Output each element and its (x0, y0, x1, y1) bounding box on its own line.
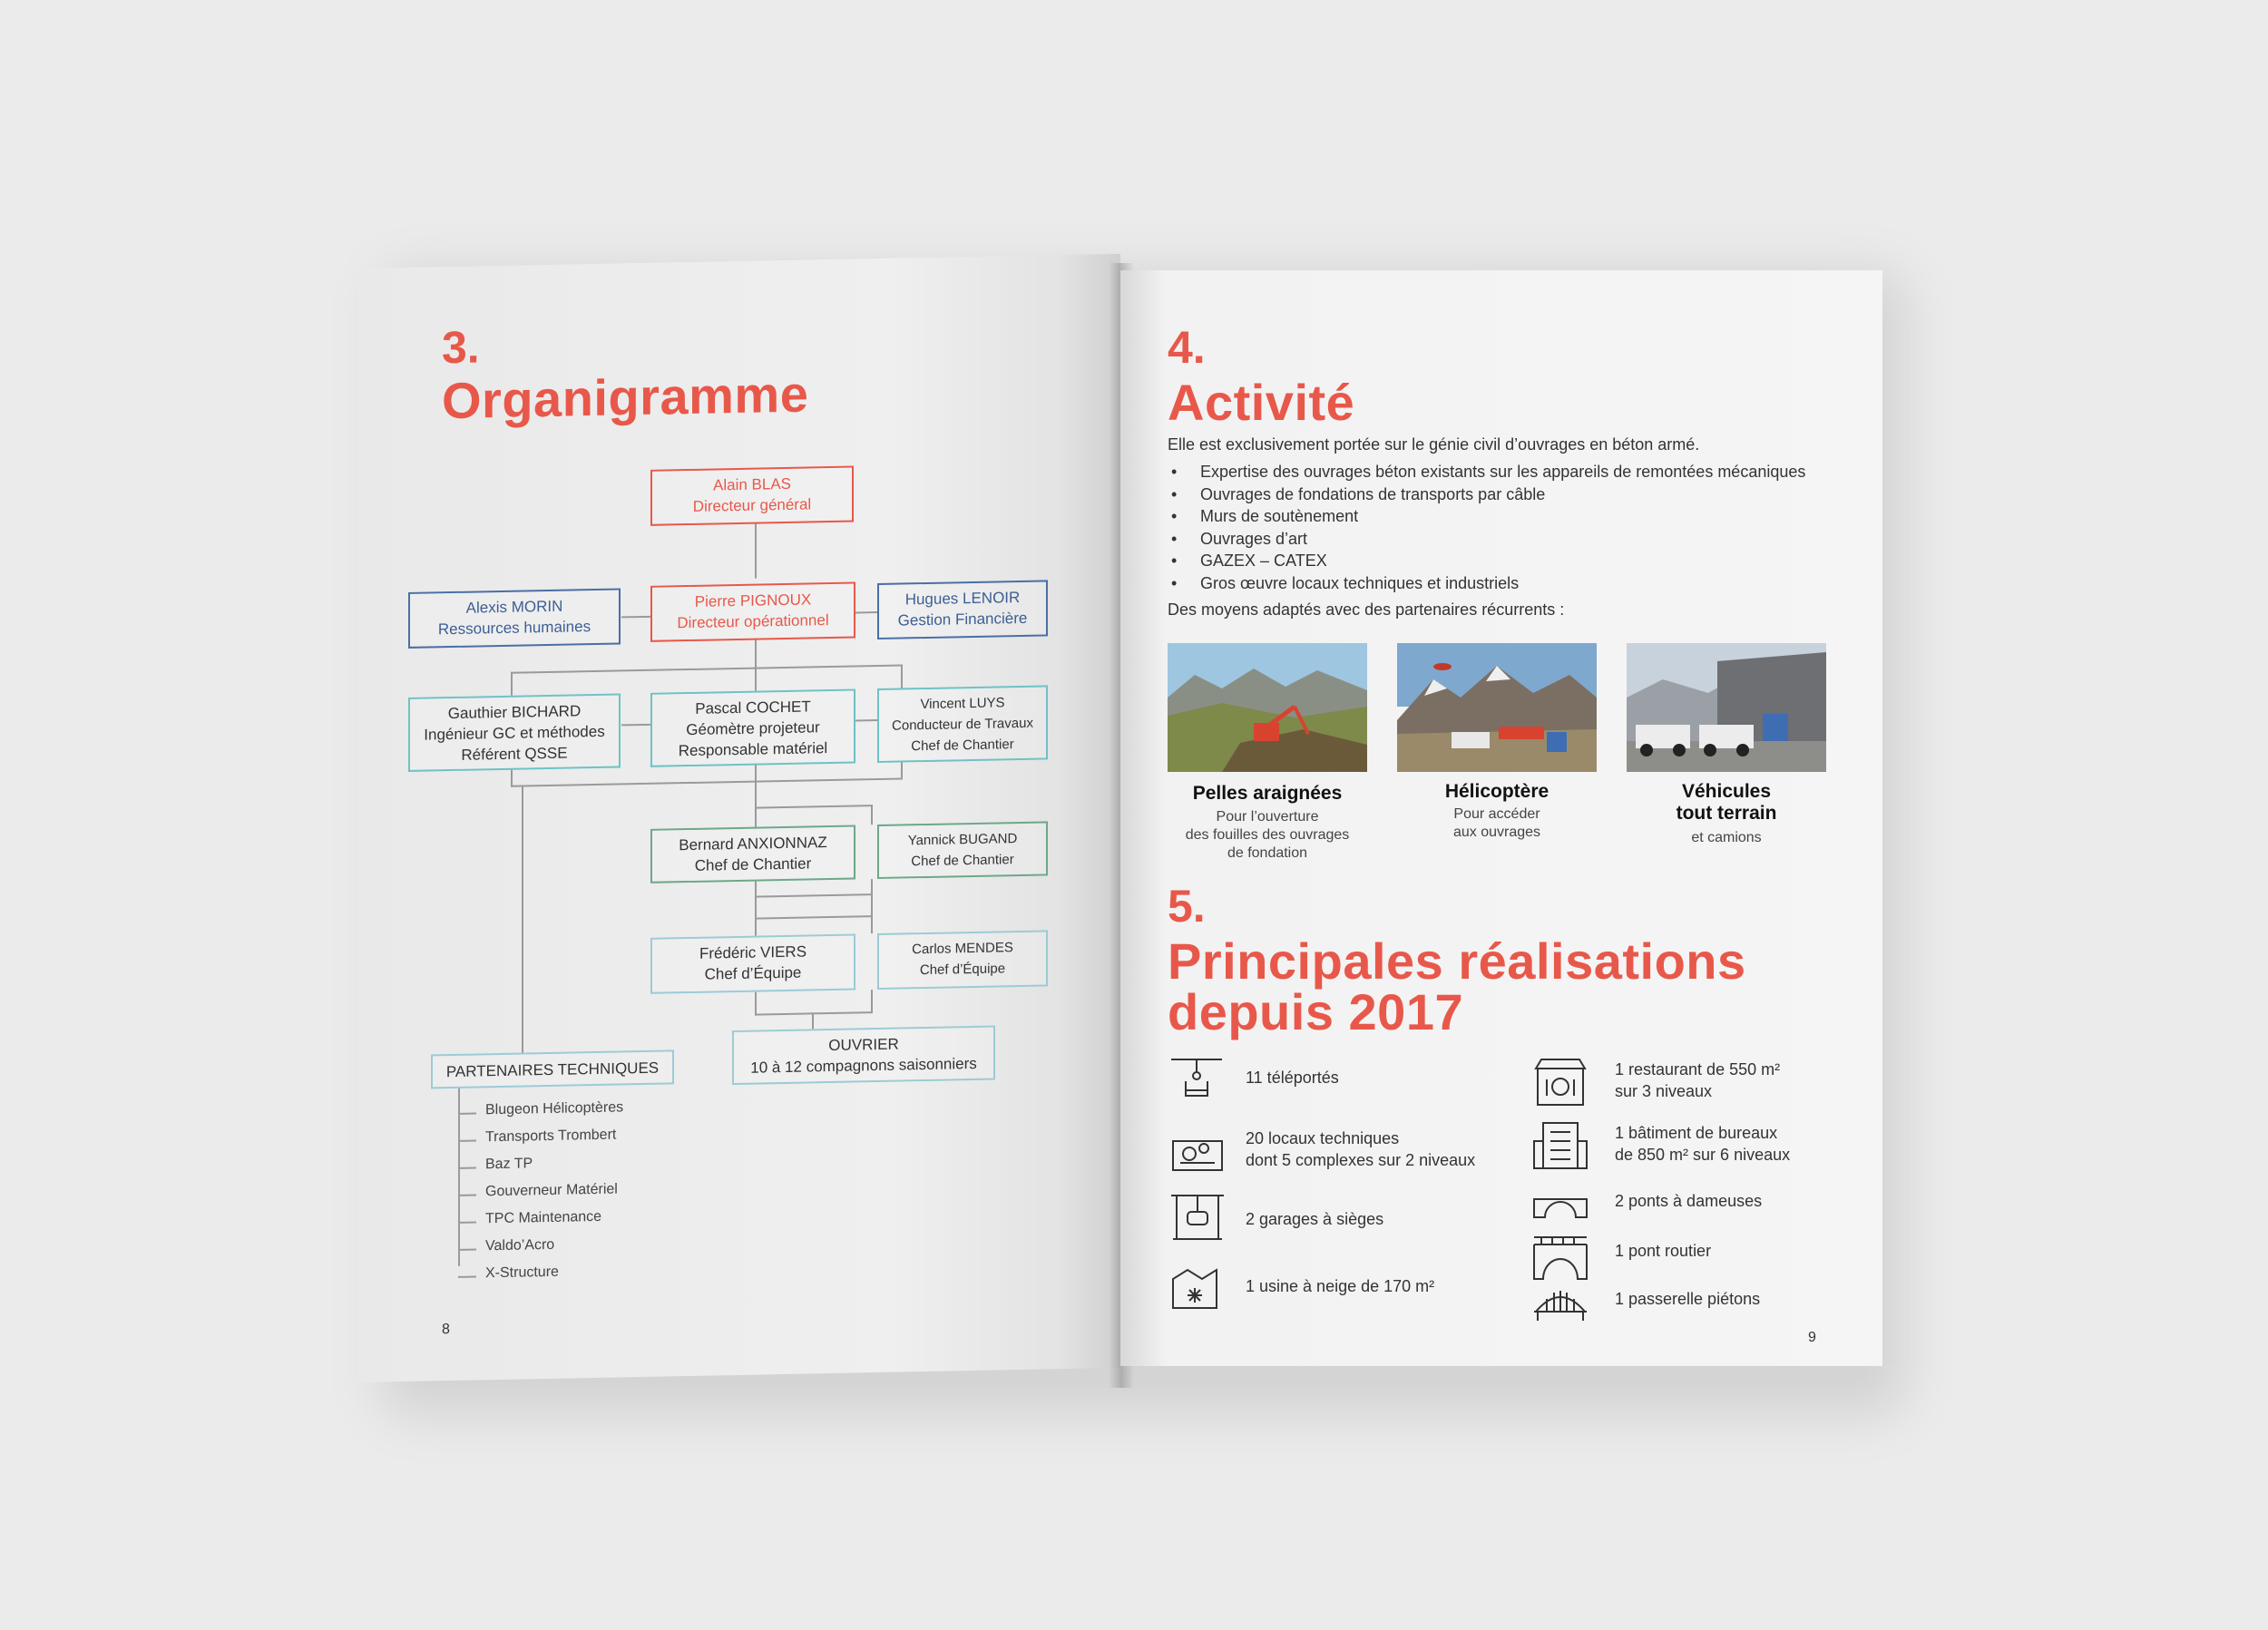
bullet-item: • Expertise des ouvrages béton existants sur les appareils de remontées mécaniques (1168, 461, 1805, 483)
org-box-ouvrier: OUVRIER 10 à 12 compagnons saisonniers (732, 1026, 995, 1086)
chairlift-icon (1168, 1054, 1227, 1107)
realisation-item: 1 pont routier (1615, 1242, 1712, 1260)
section-5-title: Principales réalisations depuis 2017 (1168, 932, 1746, 1040)
restaurant-icon (1530, 1056, 1590, 1108)
photo-spider-excavator (1168, 643, 1367, 772)
partner-item: X-Structure (485, 1264, 559, 1282)
org-box-bichard: Gauthier BICHARD Ingénieur GC et méthodes Référent QSSE (408, 693, 621, 771)
realisation-item: 1 usine à neige de 170 m² (1246, 1277, 1435, 1295)
realisation-item: 20 locaux techniques dont 5 complexes sur 2 niveaux (1246, 1129, 1476, 1169)
bullet-item: • Gros œuvre locaux techniques et industriels (1168, 572, 1805, 595)
means-sub-1: Pour l’ouverture des fouilles des ouvrages de fondation (1185, 809, 1350, 861)
means-title-3: Véhicules tout terrain (1676, 781, 1777, 824)
org-box-anxionnaz: Bernard ANXIONNAZ Chef de Chantier (650, 825, 855, 883)
page-number-right: 9 (1808, 1330, 1816, 1345)
bullet-item: • Murs de soutènement (1168, 505, 1805, 528)
partner-item: Transports Trombert (485, 1127, 617, 1146)
realisation-item: 1 bâtiment de bureaux de 850 m² sur 6 niveaux (1615, 1124, 1791, 1164)
footbridge-icon (1530, 1279, 1590, 1332)
org-box-cochet: Pascal COCHET Géomètre projeteur Responsable matériel (650, 688, 855, 766)
means-title-2: Hélicoptère (1444, 781, 1549, 802)
org-box-viers: Frédéric VIERS Chef d’Équipe (650, 933, 855, 993)
section-4-number: 4. (1168, 322, 1206, 373)
section-4-title: Activité (1168, 374, 1355, 431)
org-box-ops-director: Pierre PIGNOUX Directeur opérationnel (650, 581, 855, 641)
section-3-number: 3. (442, 321, 480, 374)
means-intro: Des moyens adaptés avec des partenaires récurrents : (1168, 600, 1565, 619)
section-5-number: 5. (1168, 881, 1206, 932)
realisation-item: 2 garages à sièges (1246, 1210, 1384, 1228)
org-box-mendes: Carlos MENDES Chef d’Équipe (877, 930, 1048, 990)
realisation-item: 2 ponts à dameuses (1615, 1192, 1763, 1210)
activity-intro: Elle est exclusivement portée sur le génie civil d’ouvrages en béton armé. (1168, 435, 1700, 454)
activity-bullets (1168, 461, 1805, 594)
bullet-item: • GAZEX – CATEX (1168, 550, 1805, 572)
realisation-item: 1 passerelle piétons (1615, 1290, 1761, 1308)
left-page (358, 254, 1120, 1382)
bullet-item: • Ouvrages d’art (1168, 528, 1805, 551)
road-bridge-icon (1530, 1230, 1590, 1283)
org-box-hr: Alexis MORIN Ressources humaines (408, 588, 621, 648)
org-box-finance: Hugues LENOIR Gestion Financière (877, 580, 1048, 639)
partner-item: Baz TP (485, 1156, 533, 1173)
means-sub-2: Pour accéder aux ouvrages (1452, 806, 1541, 840)
partners-box: PARTENAIRES TECHNIQUES (431, 1049, 674, 1088)
org-box-luys: Vincent LUYS Conducteur de Travaux Chef de Chantier (877, 685, 1048, 763)
technical-building-icon (1168, 1121, 1227, 1174)
partner-item: Gouverneur Matériel (485, 1181, 618, 1200)
org-box-bugand: Yannick BUGAND Chef de Chantier (877, 821, 1048, 879)
org-box-director: Alain BLAS Directeur général (650, 466, 854, 526)
realisation-item: 1 restaurant de 550 m² sur 3 niveaux (1615, 1060, 1781, 1100)
photo-helicopter (1397, 643, 1597, 772)
photo-vehicles (1627, 643, 1826, 772)
right-page (1120, 270, 1882, 1366)
partner-item: TPC Maintenance (485, 1208, 602, 1227)
office-building-icon (1530, 1119, 1590, 1172)
snow-factory-icon (1168, 1259, 1227, 1312)
groomer-bridge-icon (1530, 1181, 1590, 1234)
page-number-left: 8 (442, 1322, 450, 1338)
section-3-title: Organigramme (442, 365, 809, 430)
cabin-garage-icon (1168, 1190, 1227, 1243)
means-title-1: Pelles araignées (1192, 783, 1343, 804)
means-sub-3: et camions (1691, 830, 1762, 845)
bullet-item: • Ouvrages de fondations de transports par câble (1168, 483, 1805, 506)
partner-item: Valdo’Acro (485, 1236, 555, 1254)
partner-item: Blugeon Hélicoptères (485, 1099, 624, 1118)
realisation-item: 11 téléportés (1246, 1069, 1339, 1087)
